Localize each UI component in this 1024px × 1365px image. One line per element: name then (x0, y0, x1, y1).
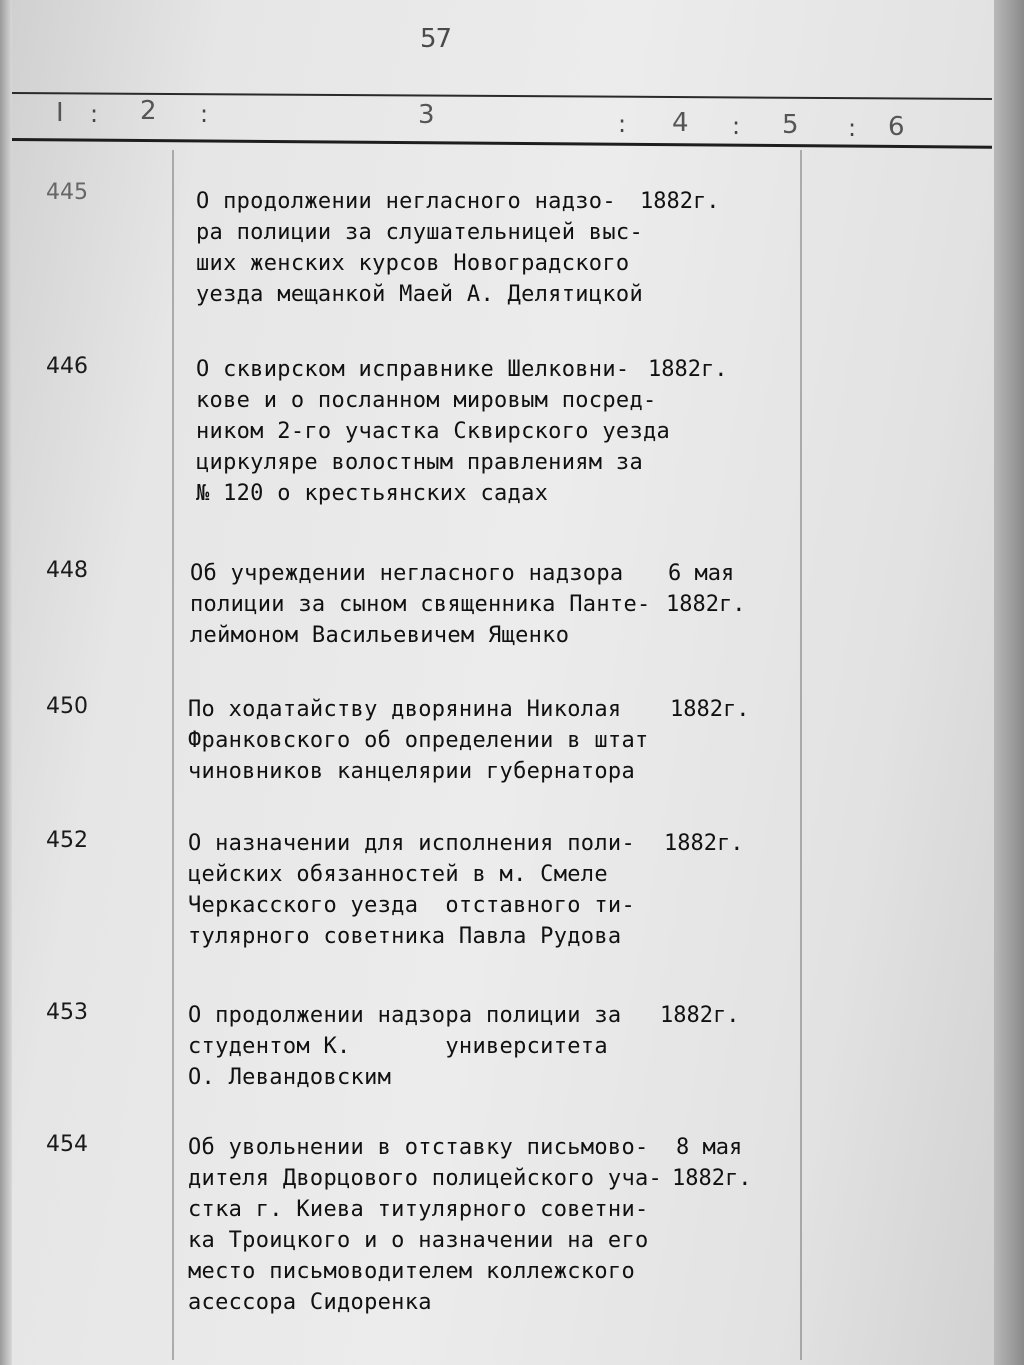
entry-line: циркуляре волостным правлениям за (196, 450, 643, 475)
column-separator: : (848, 114, 857, 142)
column-number-2: 2 (140, 96, 157, 126)
column-separator: : (618, 110, 627, 138)
entry-line: Об увольнении в отставку письмово- (188, 1135, 649, 1160)
header-rule-bottom (12, 138, 992, 149)
entry-line: кове и о посланном мировым посред- (196, 388, 657, 413)
entry-line: ра полиции за слушательницей выс- (196, 220, 643, 245)
entry-date-day: 8 мая (676, 1135, 743, 1160)
entry-date: 1882г. (648, 357, 728, 382)
page-number: 57 (420, 24, 452, 54)
entry-line: леймоном Васильевичем Ященко (190, 623, 570, 648)
page-edge (994, 0, 1024, 1365)
entry-date-year: 1882г. (672, 1166, 752, 1191)
entry-line: Об учреждении негласного надзора (190, 561, 624, 586)
entry-description (190, 558, 651, 651)
entry-line: О. Левандовским (188, 1065, 392, 1090)
entry-line: место письмоводителем коллежского (188, 1259, 635, 1284)
column-separator: : (732, 112, 741, 140)
entry-line: стка г. Киева титулярного советни- (188, 1197, 649, 1222)
entry-description (188, 1132, 662, 1318)
entry-description (188, 1000, 621, 1093)
column-number-6: 6 (888, 112, 905, 142)
entry-date: 1882г. (640, 189, 720, 214)
entry-line: ших женских курсов Новоградского (196, 251, 630, 276)
entry-date-day: 6 мая (668, 561, 735, 586)
entry-line: цейских обязанностей в м. Смеле (188, 862, 608, 887)
entry-description (188, 694, 649, 787)
column-number-3: 3 (418, 100, 435, 130)
entry-date: 1882г. (664, 831, 744, 856)
entry-line: полиции за сыном священника Панте- (190, 592, 651, 617)
entry-line: уезда мещанкой Маей А. Делятицкой (196, 282, 643, 307)
column-divider (800, 150, 802, 1360)
entry-line: По ходатайству дворянина Николая (188, 697, 622, 722)
column-divider (172, 150, 174, 1360)
page-binding (0, 0, 12, 1365)
entry-line: О продолжении надзора полиции за (188, 1003, 622, 1028)
column-separator: : (200, 100, 209, 128)
header-rule-top (12, 92, 992, 100)
entry-description (196, 186, 643, 310)
entry-line: О продолжении негласного надзо- (196, 189, 616, 214)
entry-description (188, 828, 635, 952)
entry-number: 450 (46, 694, 88, 719)
entry-line: Франковского об определении в штат (188, 728, 649, 753)
entry-number: 453 (46, 1000, 88, 1025)
entry-number: 454 (46, 1132, 88, 1157)
entry-line: тулярного советника Павла Рудова (188, 924, 622, 949)
entry-description (196, 354, 670, 509)
column-number-4: 4 (672, 108, 689, 138)
entry-date: 1882г. (670, 697, 750, 722)
entry-line: № 120 о крестьянских садах (196, 481, 549, 506)
entry-line: асессора Сидоренка (188, 1290, 432, 1315)
entry-line: ником 2-го участка Сквирского уезда (196, 419, 671, 444)
entry-number: 445 (46, 180, 88, 205)
entry-line: дителя Дворцового полицейского уча- (188, 1166, 663, 1191)
entry-line: ка Троицкого и о назначении на его (188, 1228, 649, 1253)
column-number-5: 5 (782, 110, 799, 140)
entry-date-year: 1882г. (666, 592, 746, 617)
entry-line: студентом К. университета (188, 1034, 608, 1059)
entry-date: 1882г. (660, 1003, 740, 1028)
entry-line: О сквирском исправнике Шелковни- (196, 357, 630, 382)
column-separator: : (90, 100, 99, 128)
entry-line: О назначении для исполнения поли- (188, 831, 635, 856)
column-number-1: I (56, 98, 64, 128)
entry-number: 448 (46, 558, 88, 583)
entry-number: 452 (46, 828, 88, 853)
entry-number: 446 (46, 354, 88, 379)
entry-line: чиновников канцелярии губернатора (188, 759, 635, 784)
entry-line: Черкасского уезда отставного ти- (188, 893, 635, 918)
